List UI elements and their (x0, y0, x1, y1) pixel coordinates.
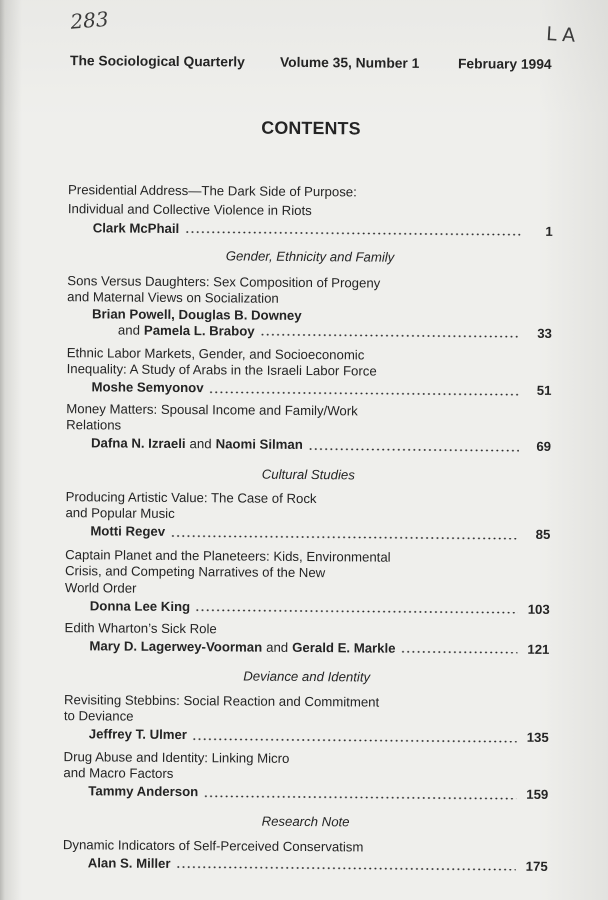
entry-author: Motti Regev (90, 523, 166, 539)
article-title-line: Revisiting Stebbins: Social Reaction and Commitment (63, 691, 380, 710)
entry-author: Dafna N. Izraeli (90, 435, 186, 452)
entry-author: Tammy Anderson (88, 783, 199, 800)
article-title-line: Relations (66, 417, 122, 433)
dot-leader (203, 784, 516, 803)
article-title-line: to Deviance (63, 708, 134, 724)
article-title-line: Sons Versus Daughters: Sex Composition of Progeny (67, 272, 381, 291)
entry-author: Mary D. Lagerwey-Voorman (89, 637, 263, 655)
article-title-line: Individual and Collective Violence in Riots (67, 200, 312, 218)
author-connector: and (117, 322, 141, 338)
entry-byline (64, 726, 549, 746)
toc-entry (64, 692, 549, 747)
toc-entry (66, 401, 551, 456)
dot-leader (184, 221, 521, 240)
entry-byline (63, 783, 548, 803)
dot-leader (192, 727, 517, 746)
article-title-line: World Order (64, 579, 137, 596)
toc-entry (65, 489, 550, 544)
entry-byline (65, 598, 550, 618)
section-heading: Cultural Studies (261, 466, 355, 483)
entry-author: Moshe Semyonov (91, 379, 204, 396)
article-title-line: Dynamic Indicators of Self-Perceived Conservatism (62, 836, 364, 854)
entry-author: Clark McPhail (92, 219, 180, 236)
entry-byline (64, 638, 549, 658)
dot-leader (195, 599, 518, 618)
entry-page-number: 51 (536, 382, 552, 398)
entry-author: Alan S. Miller (87, 854, 171, 871)
dot-leader (260, 323, 520, 342)
article-title-line: Producing Artistic Value: The Case of Rock (65, 488, 317, 506)
entry-byline (66, 435, 551, 455)
entry-author: Naomi Silman (215, 436, 303, 452)
section-heading: Gender, Ethnicity and Family (225, 248, 395, 265)
entry-page-number: 103 (527, 601, 550, 617)
entry-byline (63, 855, 548, 875)
dot-leader (400, 640, 517, 657)
issue-number: Volume 35, Number 1 (279, 54, 420, 71)
author-connector: and (189, 436, 212, 452)
section-heading: Research Note (261, 813, 350, 830)
entry-page-number: 1 (545, 223, 553, 239)
article-title-line: Crisis, and Competing Narratives of the New (64, 563, 326, 581)
dot-leader (209, 380, 520, 399)
section-heading: Deviance and Identity (243, 668, 371, 685)
page-title: CONTENTS (261, 117, 361, 139)
author-connector: and (266, 639, 289, 655)
article-title-line: and Maternal Views on Socialization (67, 289, 279, 306)
issue-date: February 1994 (457, 56, 552, 72)
article-title-line: and Macro Factors (63, 765, 174, 781)
entry-author: Pamela L. Braboy (143, 322, 255, 339)
article-title-line: Presidential Address—The Dark Side of Purpose: (67, 181, 357, 199)
article-title-line: Money Matters: Spousal Income and Family/Work (66, 400, 358, 418)
article-title-line: Captain Planet and the Planeteers: Kids, Environmental (65, 546, 391, 565)
journal-title: The Sociological Quarterly (69, 53, 245, 70)
entry-page-number: 135 (526, 729, 549, 745)
entry-page-number: 69 (536, 438, 552, 454)
entry-byline (65, 523, 550, 543)
entry-author: Jeffrey T. Ulmer (88, 726, 188, 743)
entry-page-number: 33 (537, 325, 552, 341)
article-title-line: Inequality: A Study of Arabs in the Israeli Labor Force (66, 361, 377, 379)
handwritten-folio-mark: 283 (69, 6, 110, 34)
entry-page-number: 175 (525, 858, 548, 874)
toc-entry (65, 547, 551, 618)
article-title-line: Edith Wharton’s Sick Role (64, 619, 217, 636)
entry-byline-continued (67, 322, 552, 342)
entry-author: Gerald E. Markle (292, 639, 396, 656)
toc-entry (67, 273, 552, 342)
entry-author: Donna Lee King (89, 597, 191, 614)
entry-byline (68, 220, 553, 240)
entry-author: Brian Powell, Douglas B. Downey (92, 305, 302, 323)
handwritten-initials-mark: LA (545, 23, 581, 48)
entry-page-number: 121 (527, 641, 550, 657)
entry-page-number: 159 (526, 786, 549, 802)
toc-entry (63, 749, 548, 804)
entry-page-number: 85 (535, 526, 551, 542)
article-title-line: and Popular Music (65, 505, 175, 521)
toc-entry (64, 620, 549, 658)
toc-entry (68, 182, 553, 240)
dot-leader (308, 437, 519, 455)
entry-byline (66, 379, 551, 399)
toc-entry (63, 837, 548, 875)
article-title-line: Ethnic Labor Markets, Gender, and Socioeconomic (66, 344, 365, 362)
dot-leader (170, 524, 518, 543)
toc-entry (66, 345, 551, 400)
article-title-line: Drug Abuse and Identity: Linking Micro (63, 748, 290, 766)
dot-leader (175, 856, 515, 875)
